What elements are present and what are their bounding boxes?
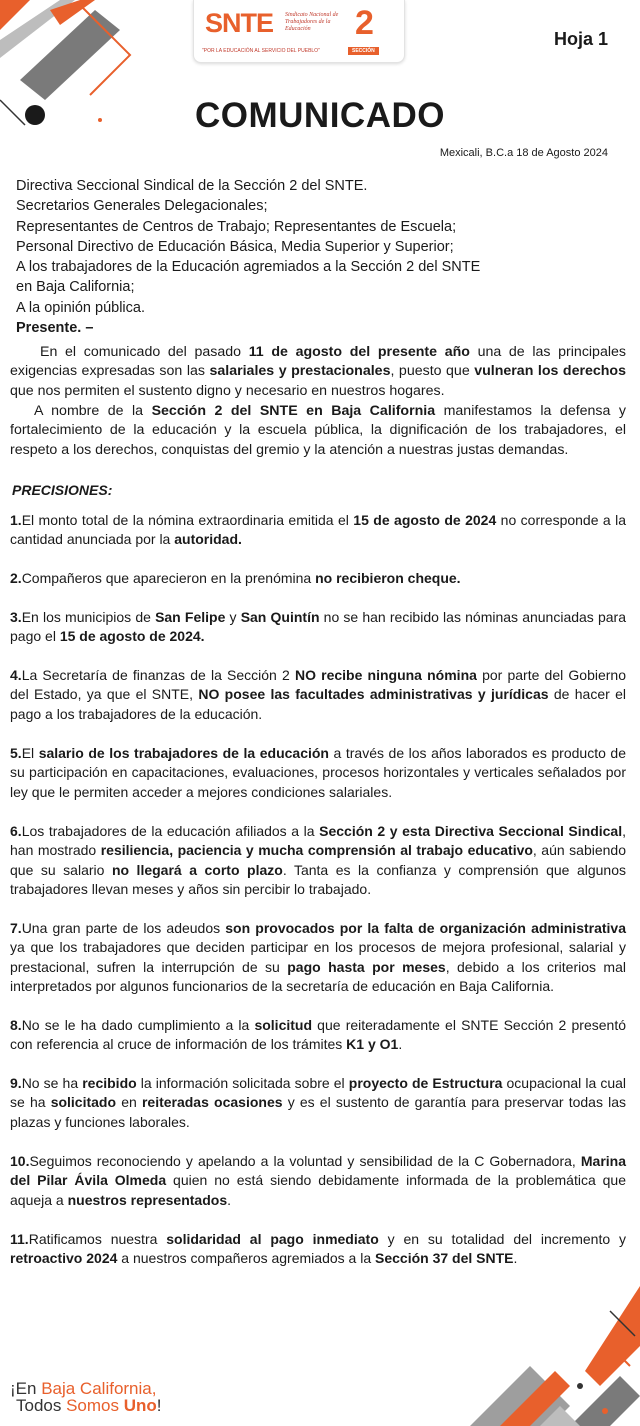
bold-text: vulneran los derechos	[474, 363, 626, 380]
intro-paragraph-1	[10, 343, 626, 401]
slogan-part: Baja California,	[41, 1379, 157, 1398]
bold-text: reiteradas ocasiones	[141, 1094, 283, 1111]
precision-item-4	[10, 666, 626, 724]
text-run: Una gran parte de los adeudos	[21, 920, 226, 936]
bold-text: San Quintín	[240, 609, 320, 625]
addressee-line: A la opinión pública.	[16, 299, 145, 316]
slogan-part: Todos	[16, 1396, 67, 1415]
precision-item-3	[10, 608, 626, 647]
text-run: Compañeros que aparecieron en la prenómina	[21, 570, 316, 586]
bold-text: solicitado	[50, 1094, 117, 1111]
bold-text: solicitud	[254, 1017, 313, 1033]
bold-text: pago hasta por meses	[287, 958, 446, 975]
bold-text: 15 de agosto de 2024	[353, 512, 497, 528]
text-run: y en su totalidad del incremento y	[378, 1231, 626, 1247]
text-run: No se ha	[21, 1075, 83, 1091]
text-run: ocupacional la cual se ha	[10, 1075, 627, 1111]
bold-text: 11 de agosto del presente año	[248, 344, 470, 360]
bold-text: son provocados por la falta de organización administrativa	[225, 920, 626, 936]
text-run: En los municipios de	[21, 609, 156, 625]
text-run: no se han recibido las nóminas anunciadas para pago el	[10, 609, 626, 645]
bold-text: San Felipe	[155, 609, 226, 625]
precision-item-8	[10, 1016, 626, 1055]
addressee-line: A los trabajadores de la Educación agremiados a la Sección 2 del SNTE	[16, 259, 481, 276]
text-run: .	[398, 1036, 403, 1053]
intro-paragraph-2	[10, 402, 626, 460]
text-run: en	[116, 1094, 142, 1111]
precision-item-11	[10, 1230, 626, 1269]
slogan-part: ¡En	[10, 1379, 42, 1398]
slogan-part: !	[156, 1396, 162, 1415]
text-run: , debido a los criterios mal interpretados por algunos funcionarios de la secretaría de educación en Baja California.	[10, 958, 626, 994]
text-run: Seguimos reconociendo y apelando a la voluntad y sensibilidad de la C Gobernadora,	[29, 1153, 581, 1169]
slogan-part: Uno	[123, 1396, 157, 1415]
item-number: 11.	[10, 1231, 29, 1247]
logo-subtitle: Sindicato Nacional de Trabajadores de la Educación	[285, 12, 339, 32]
text-run: manifestamos la defensa y fortalecimiento de la educación y la escuela pública, la dignificación de los trabajadores, el respeto a los derechos, conquistas del gremio y la atención a nuestras justas demandas.	[10, 403, 627, 458]
text-run: la información solicitada sobre el	[136, 1075, 349, 1091]
text-run: una de las principales exigencias expresadas son las	[10, 344, 626, 380]
bold-text: recibido	[82, 1075, 137, 1091]
addressee-block	[16, 176, 536, 338]
bold-text: Sección 37 del SNTE	[375, 1250, 514, 1267]
bold-text: no llegará a corto plazo	[111, 861, 283, 878]
text-run: No se le ha dado cumplimiento a la	[21, 1017, 255, 1033]
text-run: no corresponde a la cantidad anunciada por la	[10, 512, 627, 548]
text-run: .	[513, 1250, 518, 1267]
bold-text: resiliencia, paciencia y mucha comprensión al trabajo educativo	[100, 842, 533, 859]
bold-text: retroactivo 2024	[10, 1250, 118, 1267]
text-run: a través de los años laborados es producto de su participación en capacitaciones, evaluaciones, procesos horizontales y verticales señalados por ley que le permiten acceder a mejores condiciones salariales.	[10, 745, 626, 800]
bold-text: NO posee las facultades administrativas y jurídicas	[198, 686, 549, 703]
footer-slogan	[10, 1380, 162, 1414]
item-number: 7.	[10, 920, 22, 936]
item-number: 10.	[10, 1153, 30, 1169]
text-run: de hacer el pago a los trabajadores de la educación.	[10, 686, 626, 722]
item-number: 5.	[10, 745, 22, 761]
item-number: 3.	[10, 609, 22, 625]
text-run: quien no está siendo debidamente informada de la problemática que aqueja a	[10, 1172, 627, 1208]
text-run: El monto total de la nómina extraordinaria emitida el	[21, 512, 354, 528]
text-run: y	[225, 609, 241, 625]
item-number: 1.	[10, 512, 22, 528]
text-run: Los trabajadores de la educación afiliados a la	[21, 823, 320, 839]
bold-text: salariales y prestacionales	[209, 363, 391, 380]
bold-text: no recibieron cheque.	[315, 570, 461, 586]
bold-text: proyecto de Estructura	[348, 1075, 503, 1091]
sheet-number: Hoja 1	[554, 29, 609, 49]
text-run: por parte del Gobierno del Estado, ya que el SNTE,	[10, 667, 627, 703]
logo-number: 2	[355, 4, 374, 42]
bold-text: K1 y O1	[346, 1036, 399, 1053]
slogan-part: Somos	[66, 1396, 124, 1415]
snte-logo	[193, 0, 405, 63]
text-run: , aún sabiendo que su salario	[10, 842, 626, 878]
page-title: COMUNICADO	[195, 96, 445, 135]
bold-text: Sección 2 y esta Directiva Seccional Sindical	[319, 823, 623, 839]
item-number: 4.	[10, 667, 22, 683]
logo-text: SNTE	[205, 8, 274, 38]
bold-text: solidaridad al pago inmediato	[166, 1231, 379, 1247]
addressee-line: Personal Directivo de Educación Básica, Media Superior y Superior;	[16, 238, 454, 255]
text-run: . Tanta es la confianza y comprensión que algunos trabajadores llevan meses y años sin percibir lo trabajado.	[10, 861, 626, 897]
bold-text: Marina del Pilar Ávila Olmeda	[10, 1153, 626, 1189]
addressee-line: Secretarios Generales Delegacionales;	[16, 198, 268, 215]
item-number: 8.	[10, 1017, 22, 1033]
precision-item-1	[10, 511, 626, 550]
bold-text: salario de los trabajadores de la educación	[38, 745, 329, 761]
bold-text: 15 de agosto de 2024.	[59, 628, 205, 645]
item-number: 6.	[10, 823, 22, 839]
text-run: Ratificamos nuestra	[28, 1231, 167, 1247]
text-run: A nombre de la	[34, 403, 152, 419]
text-run: El	[21, 745, 39, 761]
text-run: , puesto que	[390, 363, 475, 380]
text-run: , han mostrado	[10, 823, 626, 859]
presente-line: Presente. –	[16, 320, 94, 337]
precision-item-9	[10, 1074, 626, 1132]
text-run: En el comunicado del pasado	[40, 344, 249, 360]
bold-text: Sección 2 del SNTE en Baja California	[151, 403, 436, 419]
text-run: La Secretaría de finanzas de la Sección 2	[21, 667, 295, 683]
text-run: que nos permiten el sustento digno y necesario en nuestros hogares.	[10, 382, 445, 399]
precision-item-6	[10, 822, 626, 899]
bottom-right-decoration	[420, 1286, 640, 1426]
text-run: y es el sustento de garantía para preservar todas las plazas y funciones laborales.	[10, 1094, 627, 1130]
addressee-line: Directiva Seccional Sindical de la Sección 2 del SNTE.	[16, 178, 368, 194]
precisiones-heading: PRECISIONES:	[12, 482, 113, 498]
text-run: .	[227, 1191, 231, 1208]
bold-text: nuestros representados	[67, 1191, 228, 1208]
precision-item-7	[10, 919, 626, 996]
logo-seccion: SECCIÓN	[348, 47, 379, 55]
precision-item-5	[10, 744, 626, 802]
bold-text: NO recibe ninguna nómina	[294, 667, 477, 683]
addressee-line: en Baja California;	[16, 279, 135, 296]
text-run: a nuestros compañeros agremiados a la	[117, 1250, 375, 1267]
item-number: 2.	[10, 570, 22, 586]
precision-item-10	[10, 1152, 626, 1210]
item-number: 9.	[10, 1075, 22, 1091]
date-line: Mexicali, B.C.a 18 de Agosto 2024	[439, 147, 608, 159]
precision-item-2	[10, 569, 626, 588]
text-run: ya que los trabajadores que deciden participar en los procesos de mejora profesional, salarial y prestacional, sufren la interrupción de su	[10, 939, 626, 975]
logo-motto: "POR LA EDUCACIÓN AL SERVICIO DEL PUEBLO"	[202, 48, 320, 54]
bold-text: autoridad.	[174, 531, 242, 548]
text-run: que reiteradamente el SNTE Sección 2 presentó con referencia al cruce de información de los trámites	[10, 1017, 626, 1053]
addressee-line: Representantes de Centros de Trabajo; Representantes de Escuela;	[16, 218, 457, 235]
